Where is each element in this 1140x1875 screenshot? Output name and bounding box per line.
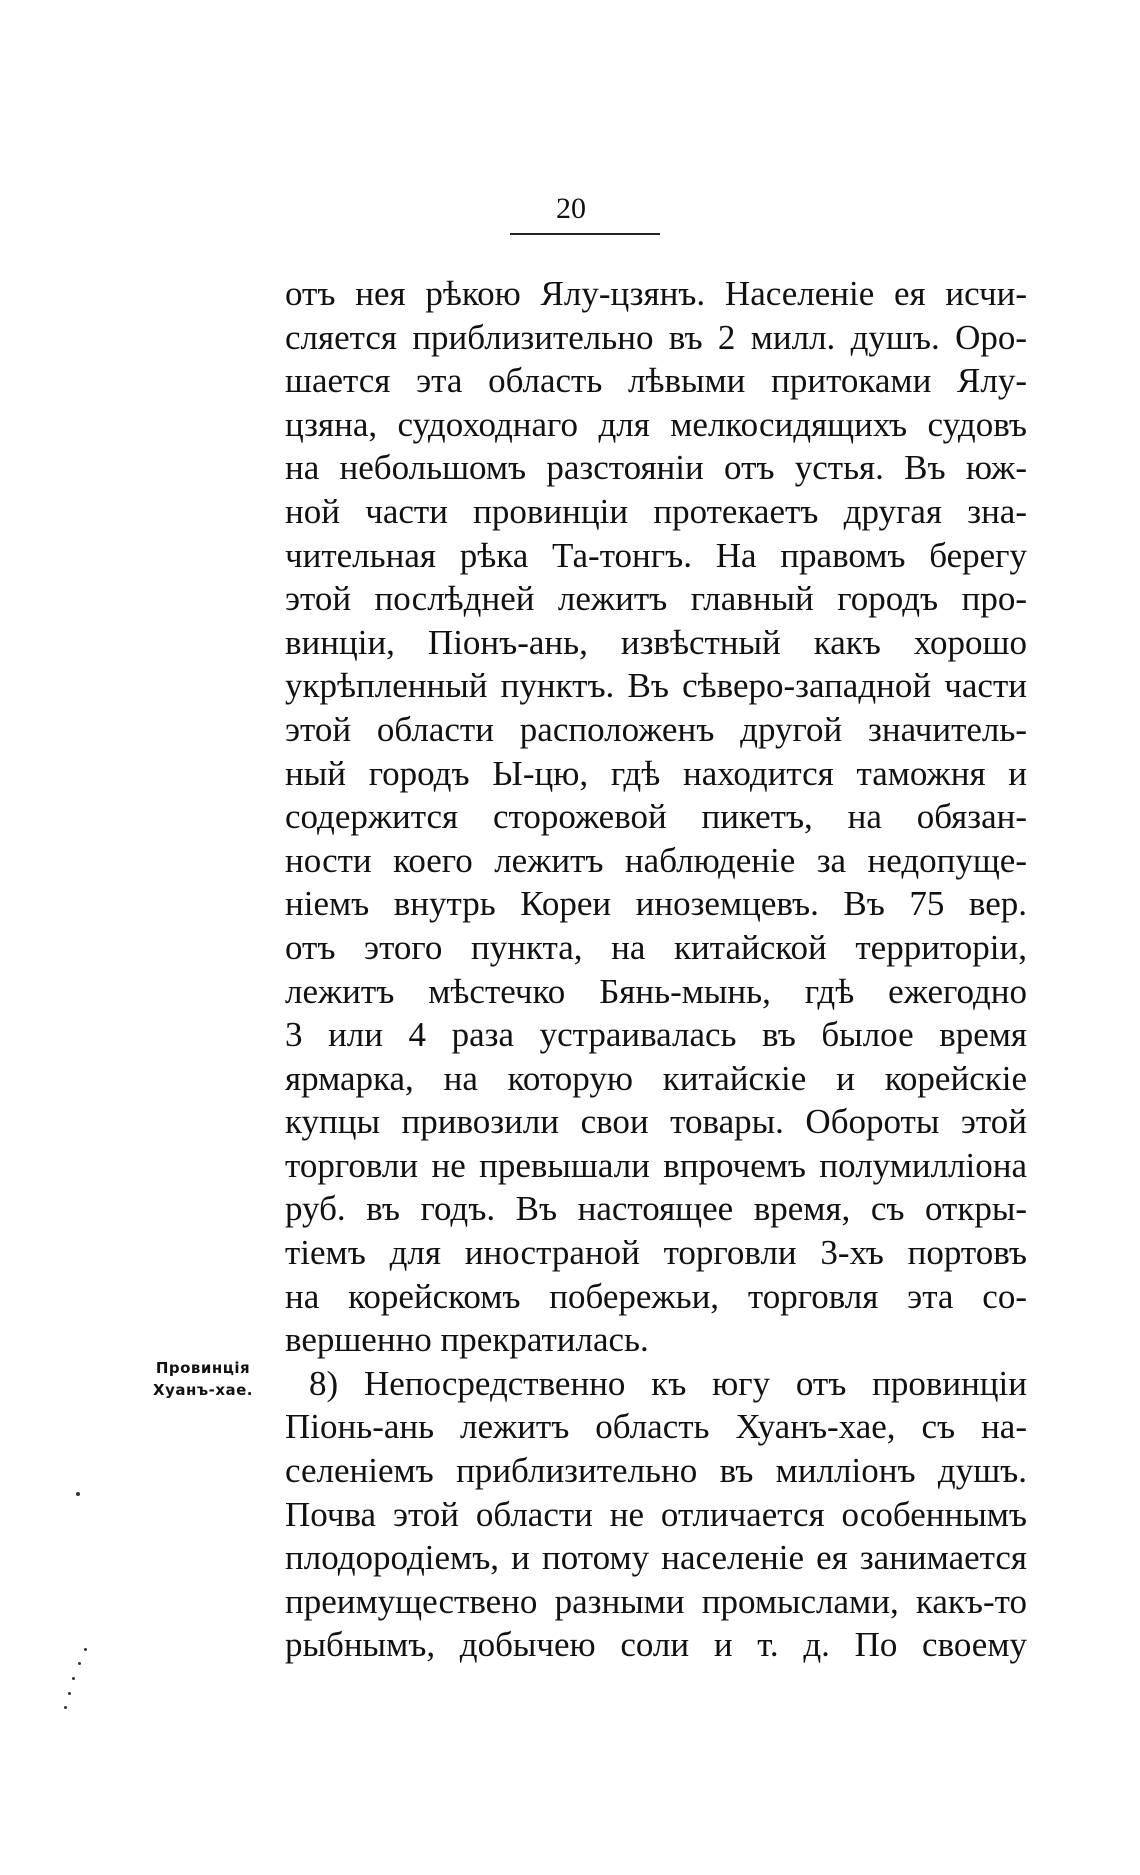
text-line: отъ этого пункта, на китайской территоріи, [285, 927, 1027, 967]
text-line: шается эта область лѣвыми притоками Ялу- [285, 361, 1027, 401]
scan-speck [64, 1706, 67, 1709]
text-line: торговли не превышали впрочемъ полумилліона [285, 1145, 1027, 1185]
scan-speck [72, 1677, 75, 1680]
text-line: ной части провинціи протекаетъ другая зна- [285, 491, 1027, 531]
text-line: Піонь-ань лежитъ область Хуанъ-хае, съ на- [285, 1407, 1027, 1447]
text-line: ный городъ Ы-цю, гдѣ находится таможня и [285, 753, 1027, 793]
text-line: 8) Непосредственно къ югу отъ провинціи [309, 1363, 1027, 1403]
text-line: цзяна, судоходнаго для мелкосидящихъ судовъ [285, 404, 1027, 444]
text-line: Почва этой области не отличается особеннымъ [285, 1494, 1027, 1534]
text-line: 3 или 4 раза устраивалась въ былое время [285, 1015, 1027, 1055]
text-line: на небольшомъ разстояніи отъ устья. Въ юж- [285, 448, 1027, 488]
page-number: 20 [556, 192, 586, 225]
text-line: руб. въ годъ. Въ настоящее время, съ откры- [285, 1189, 1027, 1229]
text-line: на корейскомъ побережьи, торговля эта со- [285, 1276, 1027, 1316]
paragraph-2 [285, 1362, 1027, 1667]
text-line: преимуществено разными промыслами, какъ-то [285, 1581, 1027, 1621]
text-line: вершенно прекратилась. [285, 1320, 649, 1360]
text-line: отъ нея рѣкою Ялу-цзянъ. Населеніе ея исчи- [285, 274, 1027, 313]
text-line: чительная рѣка Та-тонгъ. На правомъ берегу [285, 535, 1027, 575]
text-line: содержится сторожевой пикетъ, на обязан- [285, 797, 1027, 837]
text-line: ніемъ внутрь Кореи иноземцевъ. Въ 75 вер. [285, 884, 1027, 924]
paragraph-1 [285, 272, 1027, 1362]
scan-speck [84, 1648, 87, 1651]
text-line: рыбнымъ, добычею соли и т. д. По своему [285, 1625, 1027, 1665]
text-line: винціи, Піонъ-ань, извѣстный какъ хорошо [285, 622, 1027, 662]
margin-note-line: Провинція [155, 1359, 251, 1377]
scan-speck [68, 1692, 71, 1695]
text-line: этой области расположенъ другой значитель- [285, 709, 1027, 749]
margin-note [138, 1357, 268, 1401]
margin-note-line: Хуанъ-хае. [153, 1381, 253, 1399]
scan-speck [78, 1662, 81, 1665]
text-line: купцы привозили свои товары. Обороты этой [285, 1102, 1027, 1142]
body-text [285, 272, 1027, 1667]
scan-speck [76, 1492, 80, 1496]
text-line: сляется приблизительно въ 2 милл. душъ. Оро- [285, 317, 1027, 357]
text-line: тіемъ для иностраной торговли 3-хъ портовъ [285, 1233, 1027, 1273]
text-line: этой послѣдней лежитъ главный городъ про- [285, 579, 1027, 619]
text-line: укрѣпленный пунктъ. Въ сѣверо-западной части [285, 666, 1027, 706]
page-number-rule [510, 233, 660, 235]
text-line: лежитъ мѣстечко Бянь-мынь, гдѣ ежегодно [285, 971, 1027, 1011]
text-line: ности коего лежитъ наблюденіе за недопуще- [285, 840, 1027, 880]
text-line: ярмарка, на которую китайскіе и корейскіе [285, 1058, 1027, 1098]
text-line: селеніемъ приблизительно въ милліонъ душъ. [285, 1451, 1027, 1491]
text-line: плодородіемъ, и потому населеніе ея занимается [285, 1538, 1027, 1578]
